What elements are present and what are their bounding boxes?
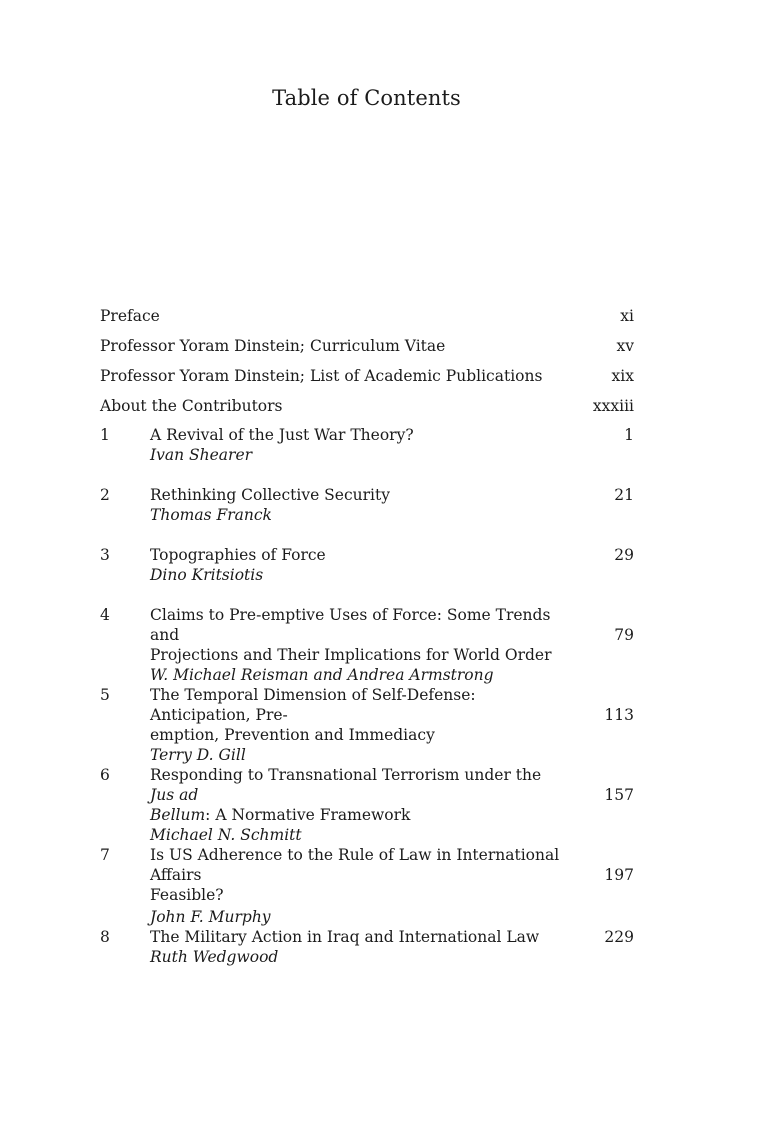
chapter-number: 8 bbox=[100, 928, 110, 946]
toc-entry-page: xi bbox=[620, 307, 634, 325]
toc-entry-publications[interactable] bbox=[100, 365, 634, 395]
chapter-title: Topographies of Force bbox=[150, 546, 326, 564]
toc-entry-label: About the Contributors bbox=[100, 397, 283, 415]
chapter-number: 3 bbox=[100, 546, 110, 564]
toc-chapter-1[interactable] bbox=[100, 425, 634, 485]
chapter-page: 79 bbox=[614, 626, 634, 644]
chapter-title-line: Feasible? bbox=[150, 886, 224, 904]
toc-chapter-8[interactable] bbox=[100, 927, 634, 987]
chapter-author: W. Michael Reisman and Andrea Armstrong bbox=[150, 666, 494, 684]
table-of-contents bbox=[100, 305, 634, 987]
toc-entry-label: Professor Yoram Dinstein; List of Academic Publications bbox=[100, 367, 543, 385]
toc-entry-contributors[interactable] bbox=[100, 395, 634, 425]
toc-chapter-2[interactable] bbox=[100, 485, 634, 545]
toc-entry-page: xv bbox=[616, 337, 634, 355]
toc-chapter-3[interactable] bbox=[100, 545, 634, 605]
chapter-number: 7 bbox=[100, 846, 110, 864]
chapter-title-line: Is US Adherence to the Rule of Law in International Affairs bbox=[150, 846, 560, 884]
chapter-page: 1 bbox=[624, 426, 634, 444]
toc-chapter-5[interactable] bbox=[100, 685, 634, 765]
chapter-title-line: Projections and Their Implications for World Order bbox=[150, 646, 552, 664]
chapter-page: 113 bbox=[604, 706, 634, 724]
chapter-page: 197 bbox=[604, 866, 634, 884]
chapter-title: The Military Action in Iraq and International Law bbox=[150, 928, 540, 946]
toc-entry-preface[interactable] bbox=[100, 305, 634, 335]
chapter-number: 2 bbox=[100, 486, 110, 504]
chapter-number: 1 bbox=[100, 426, 110, 444]
chapter-number: 6 bbox=[100, 766, 110, 784]
chapter-title-line: emption, Prevention and Immediacy bbox=[150, 726, 435, 744]
toc-entry-page: xix bbox=[611, 367, 634, 385]
chapter-page: 21 bbox=[614, 486, 634, 504]
chapter-number: 5 bbox=[100, 686, 110, 704]
chapter-title-line: Bellum: A Normative Framework bbox=[150, 806, 411, 824]
chapter-title-line: The Temporal Dimension of Self-Defense: Anticipation, Pre- bbox=[150, 686, 476, 724]
chapter-author: Michael N. Schmitt bbox=[150, 826, 302, 844]
toc-entry-label: Professor Yoram Dinstein; Curriculum Vitae bbox=[100, 337, 446, 355]
chapter-title-line: Responding to Transnational Terrorism under the Jus ad bbox=[150, 766, 542, 804]
toc-entry-curriculum-vitae[interactable] bbox=[100, 335, 634, 365]
chapter-author: Ivan Shearer bbox=[150, 446, 253, 464]
toc-chapter-6[interactable] bbox=[100, 765, 634, 845]
chapter-page: 229 bbox=[604, 928, 634, 946]
toc-chapter-4[interactable] bbox=[100, 605, 634, 685]
chapter-title: A Revival of the Just War Theory? bbox=[150, 426, 414, 444]
chapter-title-line: Claims to Pre-emptive Uses of Force: Some Trends and bbox=[150, 606, 551, 644]
chapter-author: Ruth Wedgwood bbox=[150, 948, 279, 966]
chapter-page: 29 bbox=[614, 546, 634, 564]
chapter-number: 4 bbox=[100, 606, 110, 624]
page-title: Table of Contents bbox=[272, 86, 461, 110]
toc-entry-label: Preface bbox=[100, 307, 160, 325]
toc-entry-page: xxxiii bbox=[592, 397, 634, 415]
chapter-author: Terry D. Gill bbox=[150, 746, 246, 764]
chapter-page: 157 bbox=[604, 786, 634, 804]
chapter-title: Rethinking Collective Security bbox=[150, 486, 390, 504]
chapter-author: Thomas Franck bbox=[150, 506, 272, 524]
chapter-author: Dino Kritsiotis bbox=[150, 566, 264, 584]
chapter-author: John F. Murphy bbox=[150, 908, 271, 926]
toc-chapter-7[interactable] bbox=[100, 845, 634, 927]
